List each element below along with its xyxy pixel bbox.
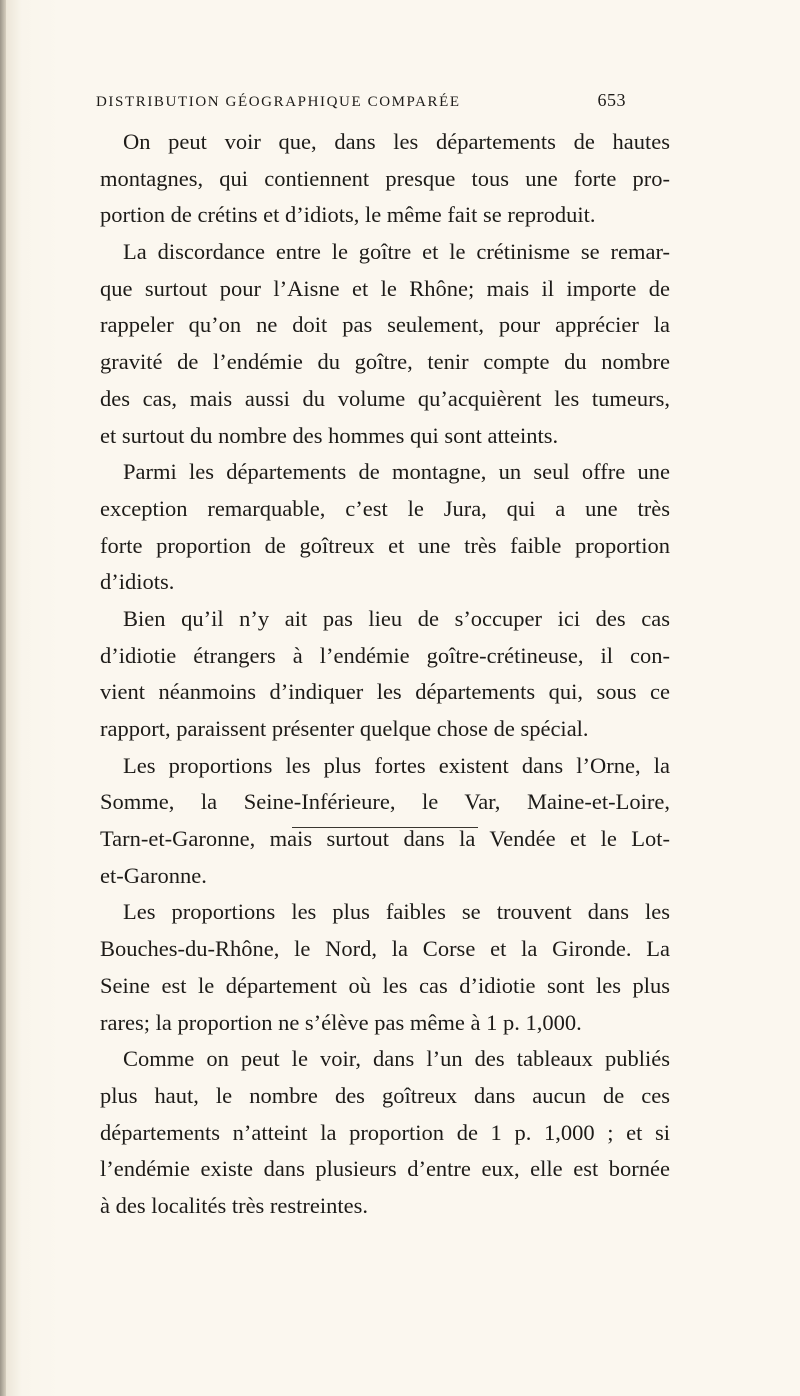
text-line: d’idiots. [100, 569, 175, 595]
running-header [96, 90, 626, 114]
text-line: des cas, mais aussi du volume qu’acquièrent les tumeurs, [100, 385, 670, 411]
body-text [100, 124, 670, 1225]
section-end-rule [292, 827, 478, 828]
text-line: Somme, la Seine-Inférieure, le Var, Maine-et-Loire, [100, 789, 670, 815]
text-line: vient néanmoins d’indiquer les départements qui, sous ce [100, 679, 670, 705]
text-line: rares; la proportion ne s’élève pas même à 1 p. 1,000. [100, 1009, 582, 1035]
text-line: Les proportions les plus faibles se trouvent dans les [123, 899, 670, 925]
text-line: Bouches-du-Rhône, le Nord, la Corse et la Gironde. La [100, 936, 670, 962]
text-line: Parmi les départements de montagne, un seul offre une [123, 459, 670, 485]
text-line: Comme on peut le voir, dans l’un des tableaux publiés [123, 1046, 670, 1072]
text-line: et surtout du nombre des hommes qui sont atteints. [100, 422, 559, 448]
text-line: Seine est le département où les cas d’idiotie sont les plus [100, 972, 670, 998]
text-line: rappeler qu’on ne doit pas seulement, pour apprécier la [100, 312, 670, 338]
running-title: DISTRIBUTION GÉOGRAPHIQUE COMPARÉE [96, 94, 461, 110]
text-line: que surtout pour l’Aisne et le Rhône; mais il importe de [100, 275, 670, 301]
text-line: forte proportion de goîtreux et une très faible proportion [100, 532, 670, 558]
text-line: rapport, paraissent présenter quelque chose de spécial. [100, 716, 589, 741]
text-line: à des localités très restreintes. [100, 1192, 369, 1218]
text-line: départements n’atteint la proportion de 1 p. 1,000 ; et si [100, 1119, 670, 1145]
text-line: Bien qu’il n’y ait pas lieu de s’occuper ici des cas [123, 605, 670, 631]
text-line: plus haut, le nombre des goîtreux dans aucun de ces [100, 1082, 670, 1108]
text-line: l’endémie existe dans plusieurs d’entre eux, elle est bornée [100, 1156, 670, 1182]
page-binding-edge [0, 0, 6, 1396]
text-line: gravité de l’endémie du goître, tenir compte du nombre [100, 349, 670, 375]
text-line: portion de crétins et d’idiots, le même fait se reproduit. [100, 202, 596, 228]
text-line: Tarn-et-Garonne, mais surtout dans la Vendée et le Lot- [100, 826, 670, 852]
text-line: et-Garonne. [100, 862, 207, 888]
text-line: La discordance entre le goître et le crétinisme se remar- [123, 239, 670, 265]
text-line: montagnes, qui contiennent presque tous une forte pro- [100, 165, 670, 191]
text-line: exception remarquable, c’est le Jura, qui a une très [100, 495, 670, 521]
page-number: 653 [597, 90, 626, 110]
text-line: On peut voir que, dans les départements de hautes [123, 129, 670, 154]
text-line: d’idiotie étrangers à l’endémie goître-crétineuse, il con- [100, 642, 670, 668]
text-line: Les proportions les plus fortes existent dans l’Orne, la [123, 752, 670, 778]
